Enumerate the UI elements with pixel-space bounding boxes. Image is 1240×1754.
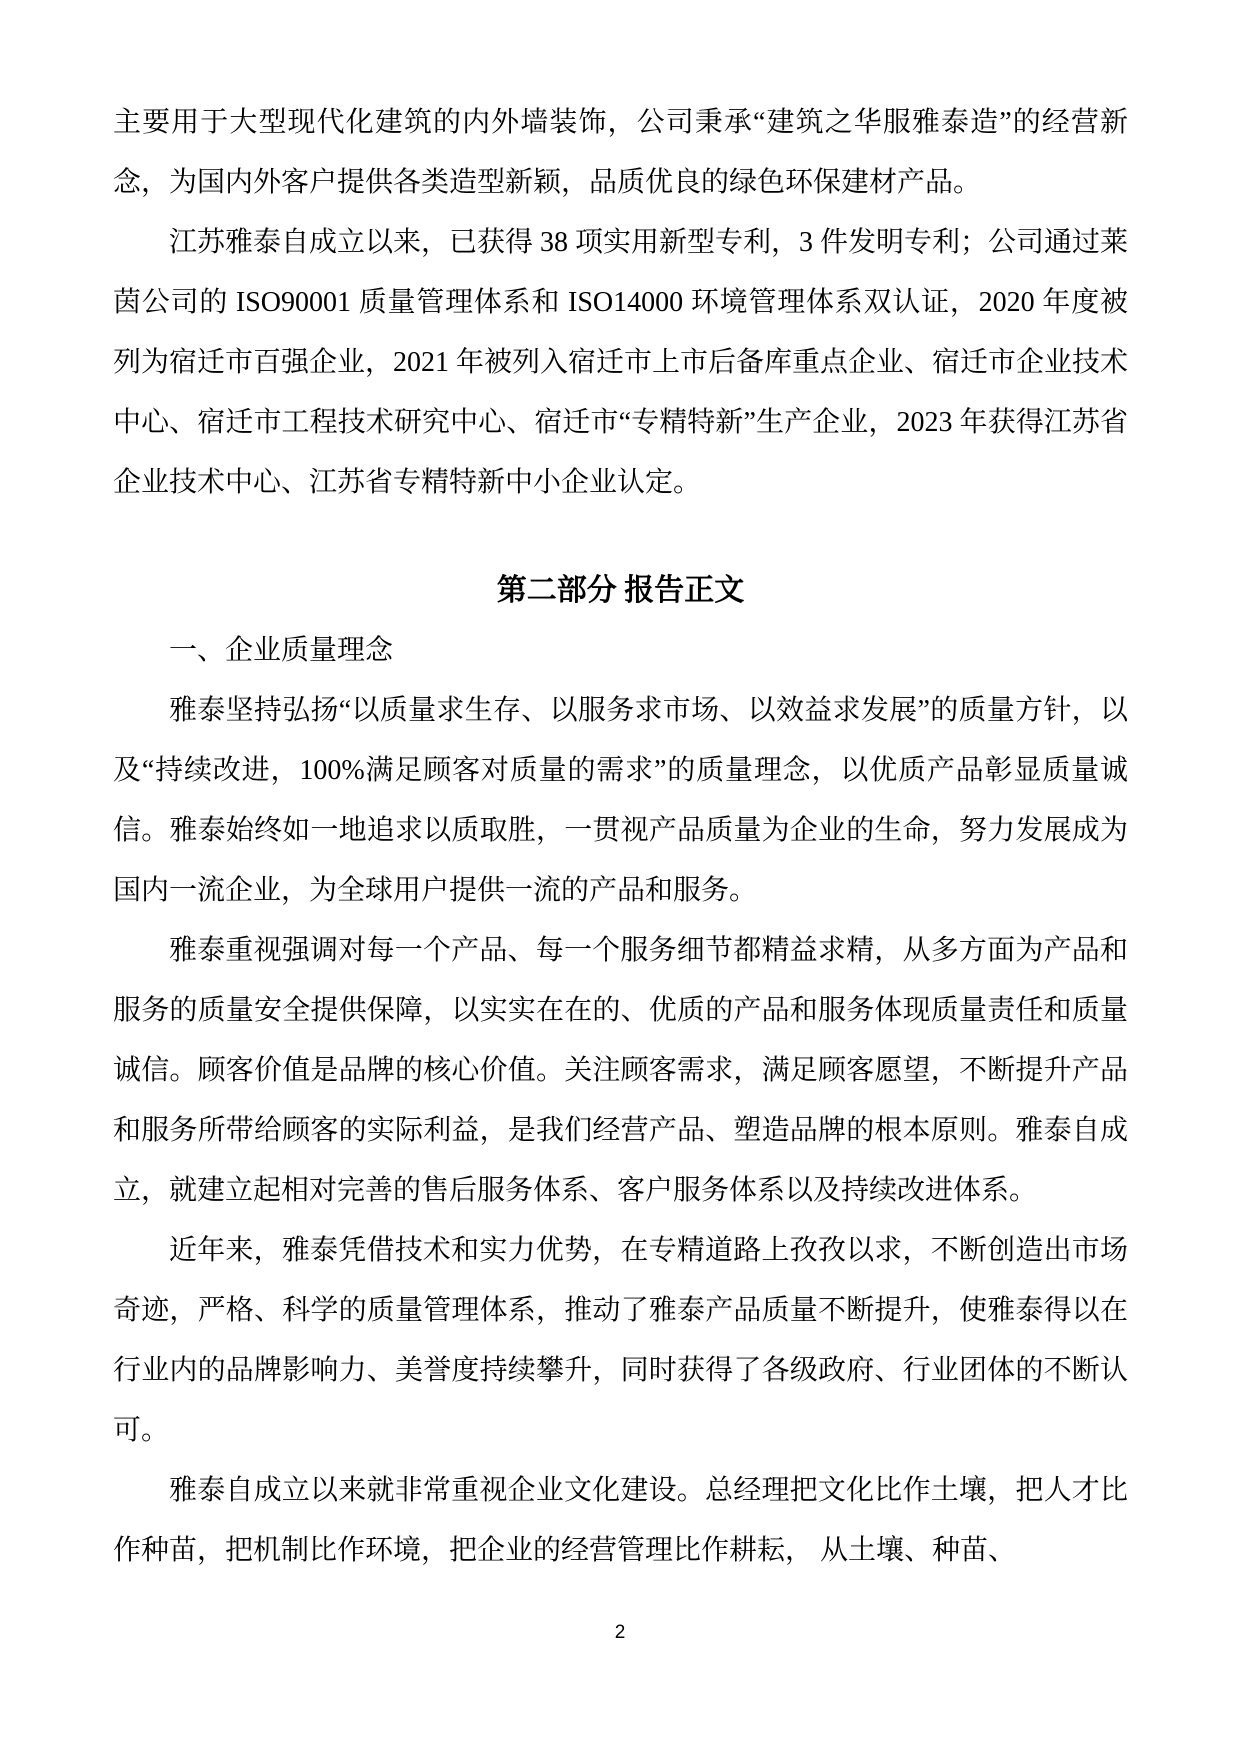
subsection-heading-quality-philosophy: 一、企业质量理念 [169, 635, 394, 666]
paragraph-quality-policy: 雅泰坚持弘扬“以质量求生存、以服务求市场、以效益求发展”的质量方针，以及“持续改进，100%满足顾客对质量的需求”的质量理念，以优质产品彰显质量诚信。雅泰始终如一地追求以质取胜，一贯视产品质量为企业的生命，努力发展成为国内一流企业，为全球用户提供一流的产品和服务。 [113, 695, 1128, 906]
paragraph-corporate-culture: 雅泰自成立以来就非常重视企业文化建设。总经理把文化比作土壤，把人才比作种苗，把机制比作环境，把企业的经营管理比作耕耘， 从土壤、种苗、 [113, 1475, 1128, 1566]
paragraph-recent-years: 近年来，雅泰凭借技术和实力优势，在专精道路上孜孜以求，不断创造出市场奇迹，严格、科学的质量管理体系，推动了雅泰产品质量不断提升，使雅泰得以在行业内的品牌影响力、美誉度持续攀升，同时获得了各级政府、行业团体的不断认可。 [113, 1235, 1128, 1446]
paragraph-intro-continuation: 主要用于大型现代化建筑的内外墙装饰，公司秉承“建筑之华服雅泰造”的经营新念，为国内外客户提供各类造型新颖，品质优良的绿色环保建材产品。 [113, 107, 1128, 198]
page-number: 2 [614, 1622, 626, 1643]
document-body [113, 93, 1128, 1581]
section-heading: 第二部分 报告正文 [496, 574, 745, 607]
paragraph-company-achievements: 江苏雅泰自成立以来，已获得 38 项实用新型专利，3 件发明专利；公司通过莱茵公司的 ISO90001 质量管理体系和 ISO14000 环境管理体系双认证，2020 年度被列为宿迁市百强企业，2021 年被列入宿迁市上市后备库重点企业、宿迁市企业技术中心、宿迁市工程技术研究中心、宿迁市“专精特新”生产企业，2023 年获得江苏省企业技术中心、江苏省专精特新中小企业认定。 [113, 227, 1129, 498]
paragraph-quality-commitment: 雅泰重视强调对每一个产品、每一个服务细节都精益求精，从多方面为产品和服务的质量安全提供保障，以实实在在的、优质的产品和服务体现质量责任和质量诚信。顾客价值是品牌的核心价值。关注顾客需求，满足顾客愿望，不断提升产品和服务所带给顾客的实际利益，是我们经营产品、塑造品牌的根本原则。雅泰自成立，就建立起相对完善的售后服务体系、客户服务体系以及持续改进体系。 [113, 935, 1128, 1206]
